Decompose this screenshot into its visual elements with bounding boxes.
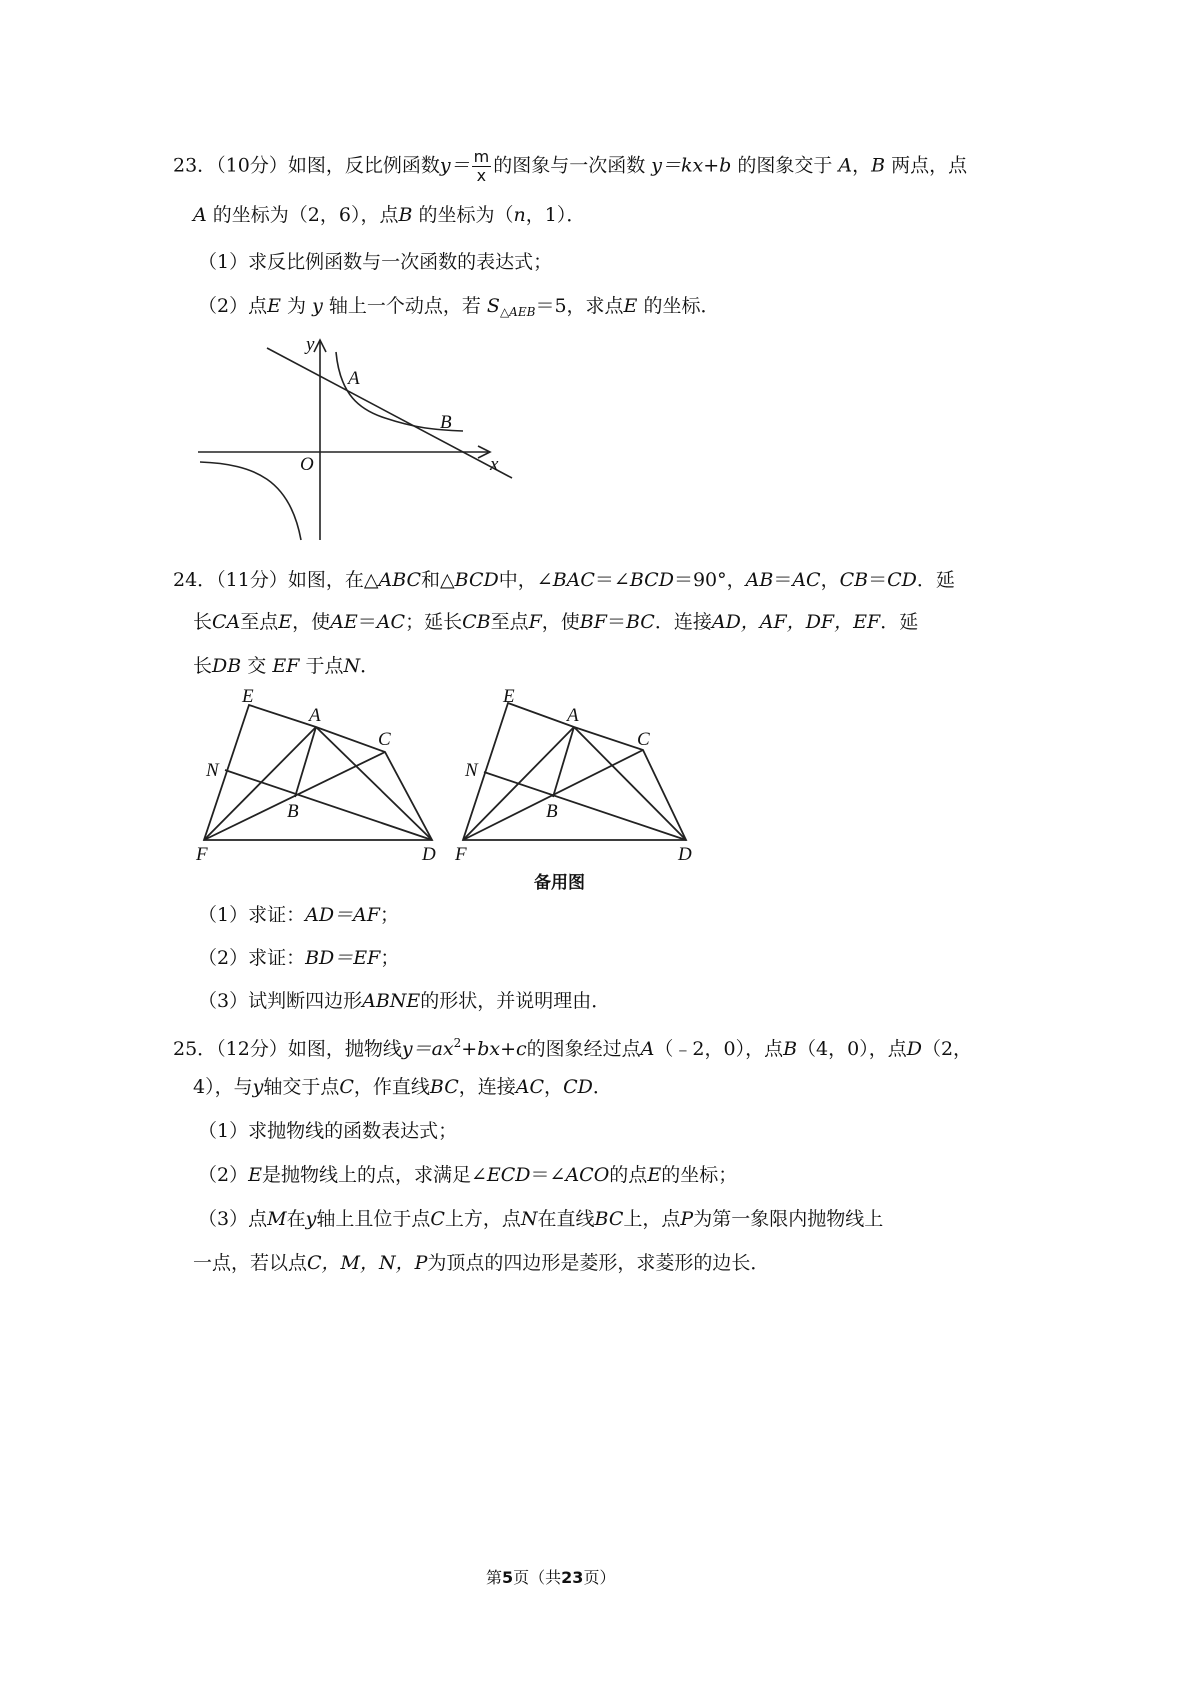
q23-sub2: （2）点E 为 y 轴上一个动点，若 $S_{\triangle AEB}=5$，求点E 的坐标． [198, 295, 720, 319]
label-A: A [309, 705, 321, 726]
label-C: C [378, 729, 391, 750]
q25-line1: 25．（12分）如图，抛物线$y=ax^2+bx+c$的图象经过点A（﹣2，0），点B（4，0），点D（2， [173, 1036, 973, 1060]
q23-sub1: （1）求反比例函数与一次函数的表达式； [198, 251, 553, 273]
q25-sub2: （2）E是抛物线上的点，求满足∠ECD＝∠ACO的点E的坐标； [198, 1164, 738, 1186]
q24-line2: 长CA至点E，使AE＝AC；延长CB至点F，使BF＝BC．连接AD，AF，DF，EF．延 [193, 611, 919, 633]
q24-sub2: （2）求证：BD＝EF； [198, 947, 400, 969]
label-F: F [455, 844, 467, 865]
page-footer: 第5页（共23页） [486, 1568, 616, 1587]
q24-sub1: （1）求证：AD＝AF； [198, 904, 399, 926]
q25-sub1: （1）求抛物线的函数表达式； [198, 1120, 458, 1142]
q25-sub3: （3）点M在y轴上且位于点C上方，点N在直线BC上，点P为第一象限内抛物线上 [198, 1208, 884, 1230]
label-D: D [678, 844, 692, 865]
label-A: A [567, 705, 579, 726]
label-E: E [242, 686, 254, 707]
q25-line2: 4），与y轴交于点C，作直线BC，连接AC，CD． [193, 1076, 612, 1098]
label-N: N [465, 760, 478, 781]
label-F: F [196, 844, 208, 865]
label-E: E [503, 686, 515, 707]
label-B: B [287, 801, 299, 822]
label-B: B [546, 801, 558, 822]
label-D: D [422, 844, 436, 865]
q25-line4: 一点，若以点C，M，N，P为顶点的四边形是菱形，求菱形的边长． [193, 1252, 770, 1274]
spare-figure-caption: 备用图 [534, 873, 585, 893]
label-N: N [206, 760, 219, 781]
q23-line1: 23．（10分）如图，反比例函数y＝ $\frac{m}{x}$ 的图象与一次函数 y＝kx+b 的图象交于 A，B 两点，点 [173, 147, 968, 185]
label-C: C [637, 729, 650, 750]
label-x: x [490, 454, 499, 475]
label-O: O [300, 454, 314, 475]
q24-sub3: （3）试判断四边形ABNE的形状，并说明理由． [198, 990, 611, 1012]
fraction-m-over-x: $\frac{m}{x}$ [473, 147, 490, 185]
q23-line2: A 的坐标为（2，6），点B 的坐标为（n，1）． [193, 204, 586, 226]
label-A: A [348, 368, 360, 389]
label-y: y [306, 334, 315, 355]
q24-line3: 长DB 交 EF 于点N． [193, 655, 380, 677]
label-B: B [440, 412, 452, 433]
q24-line1: 24．（11分）如图，在△ABC和△BCD中，∠BAC＝∠BCD＝90°，AB＝AC，CB＝CD．延 [173, 569, 955, 591]
